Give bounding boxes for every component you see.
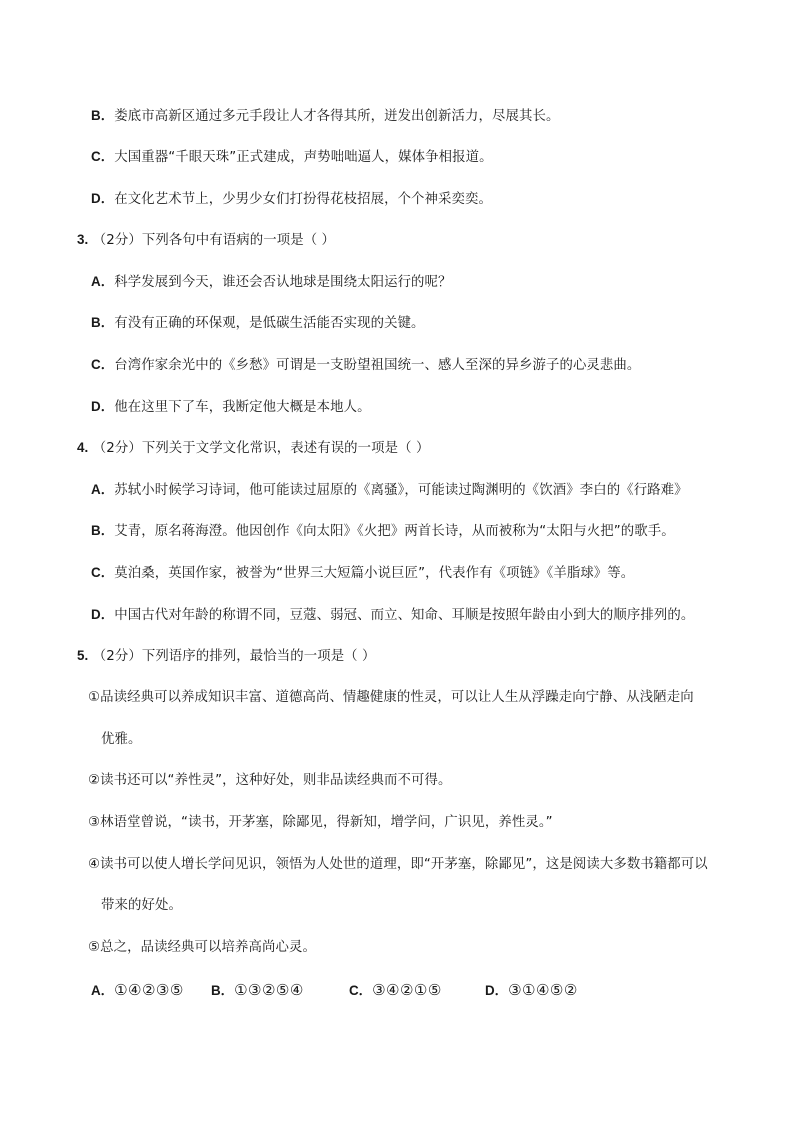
q5-stem (77, 646, 376, 667)
option-label: B． (91, 315, 115, 330)
q5-sentence-2: ②读书还可以“养性灵”，这种好处，则非品读经典而不可得。 (88, 773, 452, 788)
option-label: A． (91, 983, 115, 998)
option-text: 大国重器“千眼天珠”正式建成，声势咄咄逼人，媒体争相报道。 (114, 150, 493, 165)
q3-option-d (91, 397, 371, 418)
option-text: 苏轼小时候学习诗词，他可能读过屈原的《离骚》，可能读过陶渊明的《饮酒》李白的《行路难》 (114, 483, 688, 498)
option-text: ③①④⑤② (508, 981, 578, 999)
option-text: 莫泊桑，英国作家，被誉为“世界三大短篇小说巨匠”，代表作有《项链》《羊脂球》等。 (114, 566, 635, 581)
q2-option-b (91, 106, 559, 127)
q3-stem (77, 230, 335, 251)
option-label: D． (485, 983, 509, 998)
question-number: 3. (77, 232, 89, 247)
q2-option-c (91, 147, 493, 168)
q4-stem (77, 438, 429, 459)
q5-answer-d (485, 979, 578, 1003)
option-text: ①③②⑤④ (234, 981, 304, 999)
option-text: 有没有正确的环保观，是低碳生活能否实现的关键。 (114, 316, 425, 331)
option-label: B． (211, 983, 235, 998)
option-label: D． (91, 191, 115, 206)
option-text: 中国古代对年龄的称谓不同，豆蔻、弱冠、而立、知命、耳顺是按照年龄由小到大的顺序排列的。 (114, 608, 695, 623)
option-text: 科学发展到今天，谁还会否认地球是围绕太阳运行的呢？ (114, 275, 452, 290)
option-text: 在文化艺术节上，少男少女们打扮得花枝招展，个个神采奕奕。 (114, 192, 493, 207)
option-label: A． (91, 274, 115, 289)
q3-option-a (91, 272, 452, 293)
option-label: D． (91, 607, 115, 622)
q5-sentence-1: ①品读经典可以养成知识丰富、道德高尚、情趣健康的性灵，可以让人生从浮躁走向宁静、从浅陋走向 (88, 690, 694, 705)
option-label: A． (91, 482, 115, 497)
question-number: 5. (77, 648, 89, 663)
option-text: 台湾作家余光中的《乡愁》可谓是一支盼望祖国统一、感人至深的异乡游子的心灵悲曲。 (114, 358, 641, 373)
option-label: C． (91, 149, 115, 164)
option-label: D． (91, 399, 115, 414)
q4-option-c (91, 563, 634, 584)
q3-option-c (91, 355, 640, 376)
q4-option-d (91, 605, 694, 626)
question-number: 4. (77, 440, 89, 455)
question-stem: （2分）下列各句中有语病的一项是（ ） (92, 233, 336, 248)
q2-option-d (91, 189, 492, 210)
q5-answer-a (91, 979, 211, 1003)
option-label: C． (349, 983, 373, 998)
option-text: ①④②③⑤ (114, 981, 184, 999)
question-stem: （2分）下列关于文学文化常识，表述有误的一项是（ ） (92, 441, 430, 456)
q5-answer-b (211, 979, 349, 1003)
q3-option-b (91, 313, 425, 334)
q4-option-b (91, 521, 675, 542)
q5-sentence-4: ④读书可以使人增长学问见识，领悟为人处世的道理，即“开茅塞，除鄙见”，这是阅读大多数书籍都可以 (88, 857, 708, 872)
option-label: B． (91, 108, 115, 123)
q5-answer-options (91, 979, 578, 1003)
q5-sentence-5: ⑤总之，品读经典可以培养高尚心灵。 (88, 940, 316, 955)
option-text: 艾青，原名蒋海澄。他因创作《向太阳》《火把》两首长诗，从而被称为“太阳与火把”的歌手。 (114, 524, 675, 539)
option-label: C． (91, 357, 115, 372)
option-label: C． (91, 565, 115, 580)
q5-sentence-4-continued: 带来的好处。 (101, 898, 182, 913)
q5-answer-c (349, 979, 485, 1003)
option-text: 他在这里下了车，我断定他大概是本地人。 (114, 400, 371, 415)
q5-sentence-3: ③林语堂曾说，“读书，开茅塞，除鄙见，得新知，增学问，广识见，养性灵。” (88, 815, 553, 830)
q4-option-a (91, 480, 688, 501)
option-text: ③④②①⑤ (372, 981, 442, 999)
option-label: B． (91, 523, 115, 538)
q5-sentence-1-continued: 优雅。 (101, 732, 142, 747)
option-text: 娄底市高新区通过多元手段让人才各得其所，迸发出创新活力，尽展其长。 (114, 109, 560, 124)
question-stem: （2分）下列语序的排列，最恰当的一项是（ ） (92, 649, 376, 664)
